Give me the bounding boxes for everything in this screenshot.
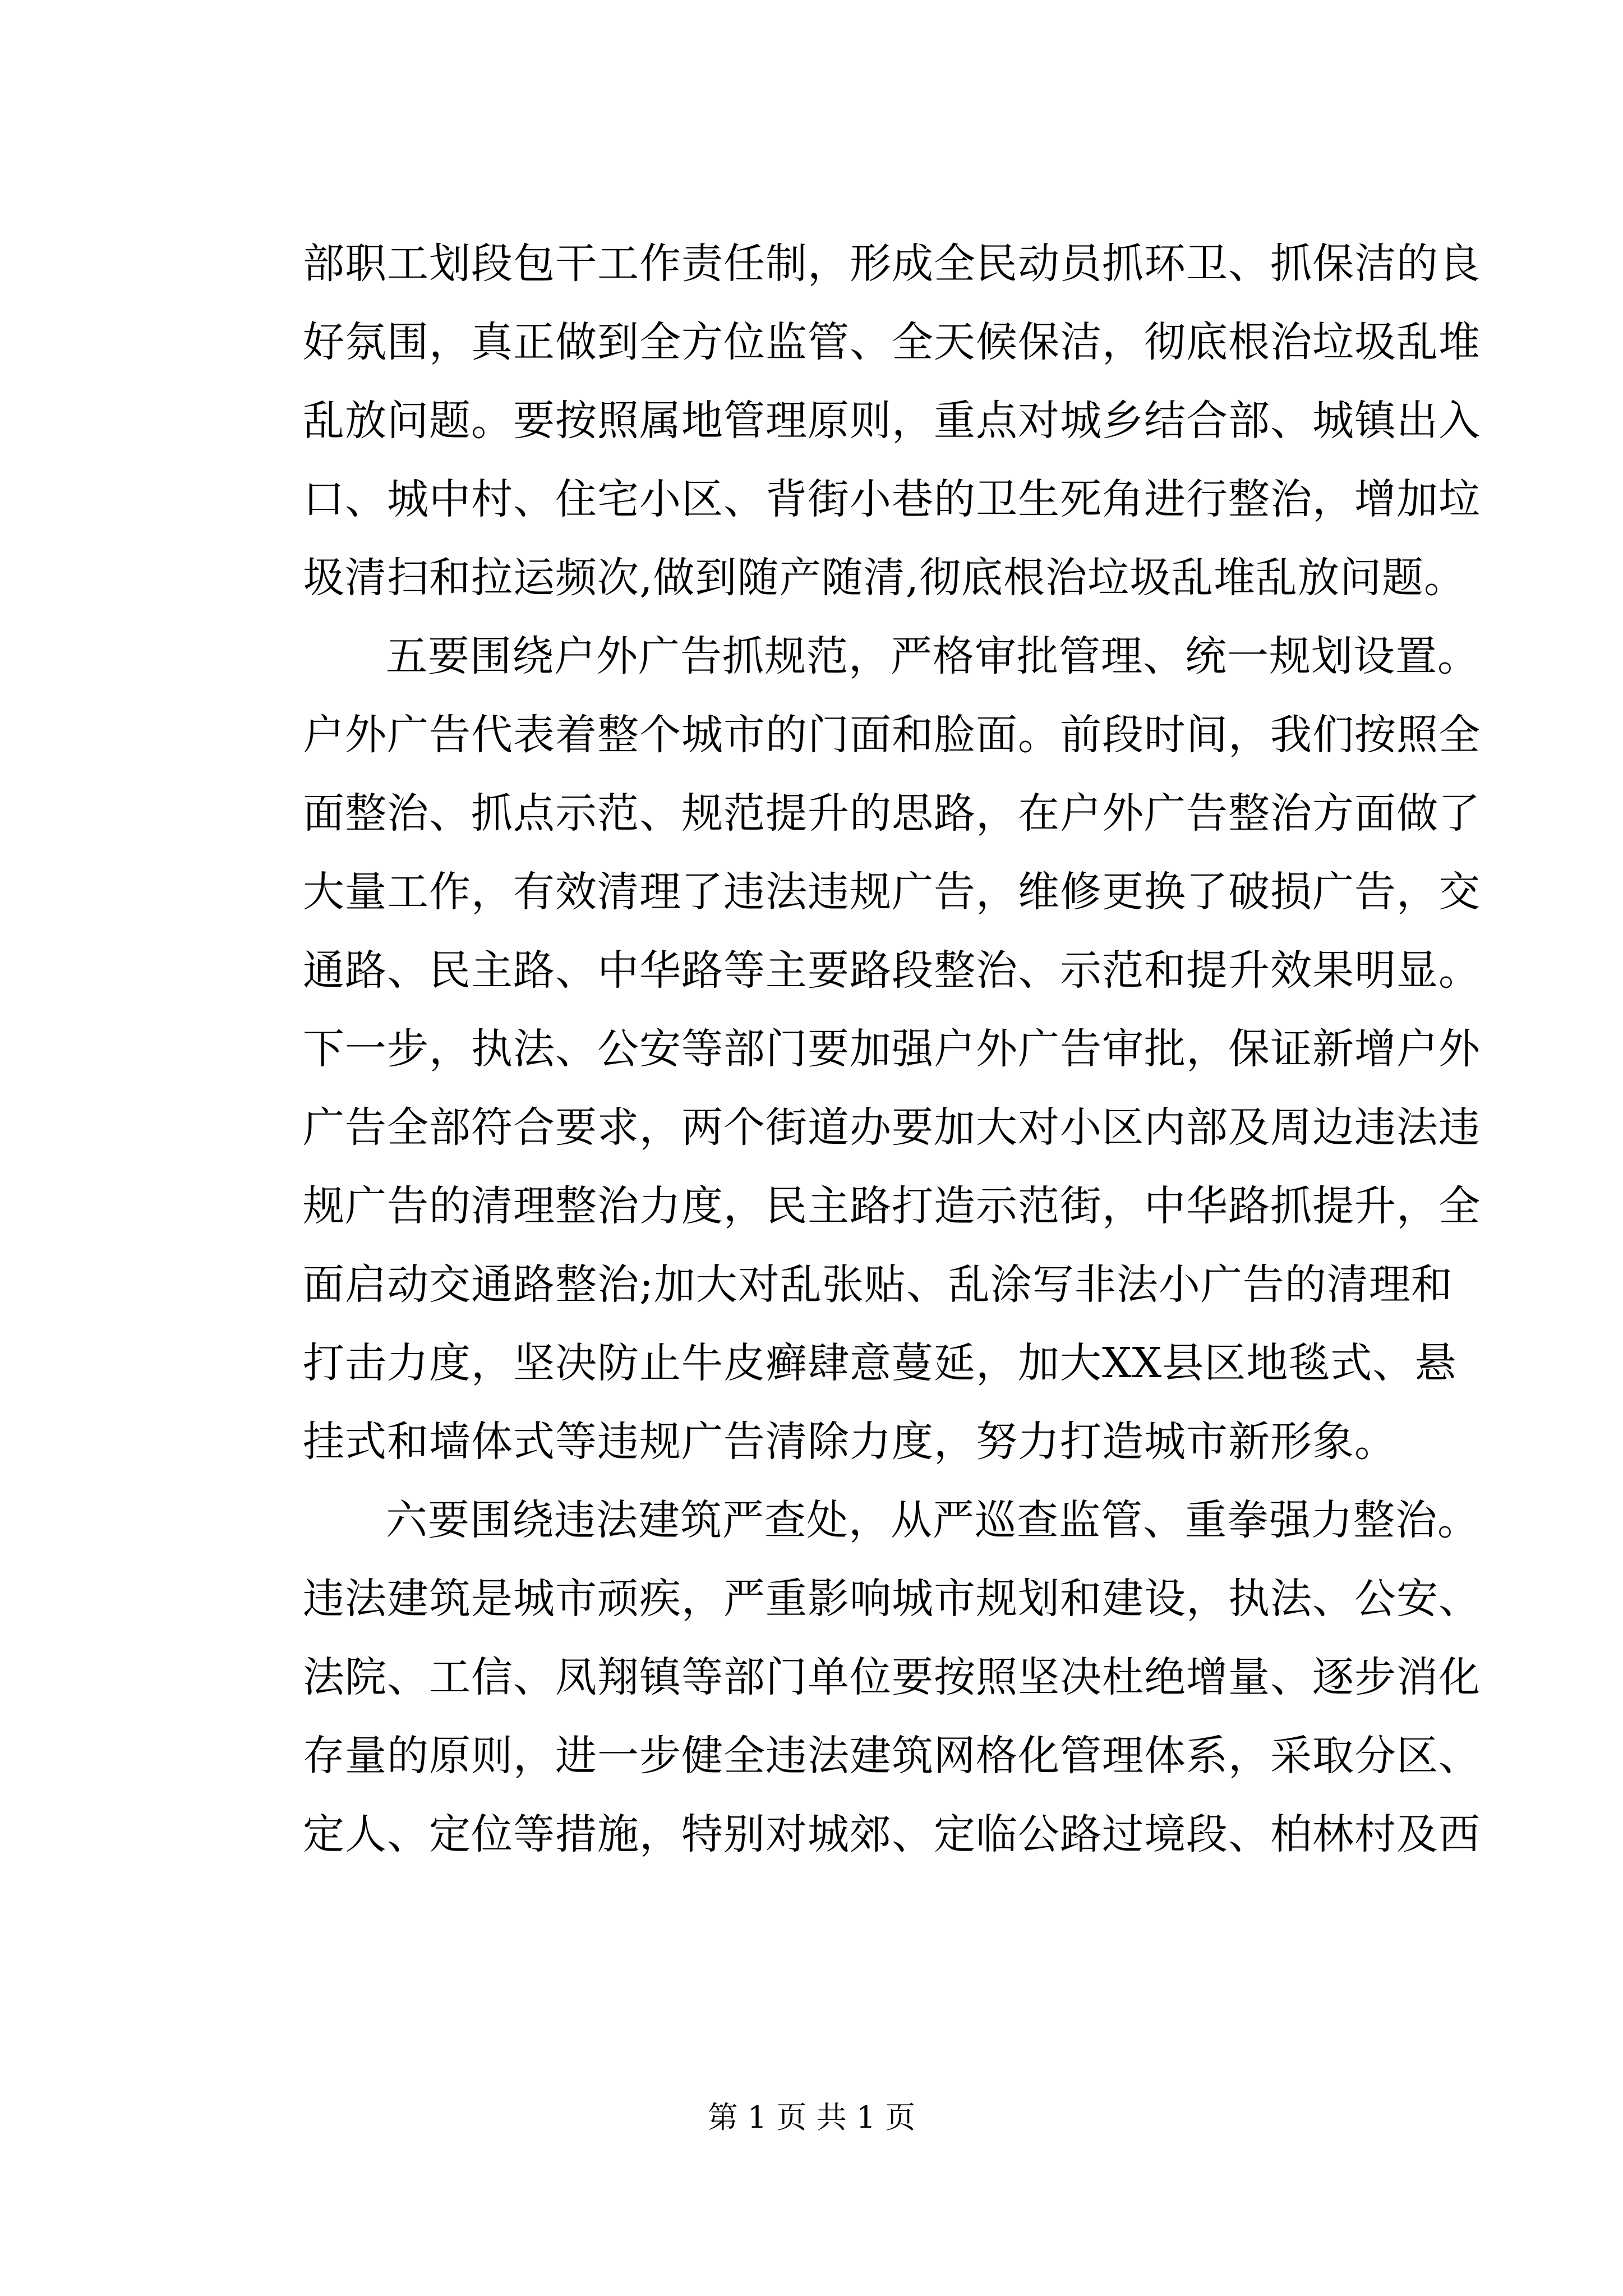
text-line: 违法建筑是城市顽疾，严重影响城市规划和建设，执法、公安、 — [303, 1575, 1481, 1623]
document-body — [303, 224, 1481, 1874]
text-line: 好氛围，真正做到全方位监管、全天候保洁，彻底根治垃圾乱堆 — [303, 318, 1481, 366]
paragraph-five-heading: 五要围绕户外广告抓规范，严格审批管理、统一规划设置。 — [386, 632, 1479, 680]
text-line: 定人、定位等措施，特别对城郊、定临公路过境段、柏林村及西 — [303, 1810, 1481, 1858]
text-line: 面整治、抓点示范、规范提升的思路，在户外广告整治方面做了 — [303, 789, 1481, 838]
text-line: 下一步，执法、公安等部门要加强户外广告审批，保证新增户外 — [303, 1025, 1481, 1073]
text-line: 面启动交通路整治;加大对乱张贴、乱涂写非法小广告的清理和 — [303, 1260, 1453, 1309]
text-line: 口、城中村、住宅小区、背街小巷的卫生死角进行整治，增加垃 — [303, 475, 1481, 523]
text-line: 广告全部符合要求，两个街道办要加大对小区内部及周边违法违 — [303, 1103, 1481, 1152]
paragraph-six-heading: 六要围绕违法建筑严查处，从严巡查监管、重拳强力整治。 — [386, 1496, 1479, 1544]
text-line: 部职工划段包干工作责任制，形成全民动员抓环卫、抓保洁的良 — [303, 240, 1481, 288]
text-line: 乱放问题。要按照属地管理原则，重点对城乡结合部、城镇出入 — [303, 397, 1481, 445]
text-line: 打击力度，坚决防止牛皮癣肆意蔓延，加大XX县区地毯式、悬 — [303, 1339, 1457, 1387]
text-line: 圾清扫和拉运频次,做到随产随清,彻底根治垃圾乱堆乱放问题。 — [303, 554, 1467, 602]
text-line: 法院、工信、凤翔镇等部门单位要按照坚决杜绝增量、逐步消化 — [303, 1653, 1481, 1701]
text-line: 户外广告代表着整个城市的门面和脸面。前段时间，我们按照全 — [303, 711, 1481, 759]
text-line: 存量的原则，进一步健全违法建筑网格化管理体系，采取分区、 — [303, 1732, 1481, 1780]
text-line: 大量工作，有效清理了违法违规广告，维修更换了破损广告，交 — [303, 868, 1481, 916]
text-line: 挂式和墙体式等违规广告清除力度，努力打造城市新形象。 — [303, 1418, 1396, 1466]
text-line: 规广告的清理整治力度，民主路打造示范街，中华路抓提升，全 — [303, 1182, 1481, 1230]
text-line: 通路、民主路、中华路等主要路段整治、示范和提升效果明显。 — [303, 946, 1481, 995]
page-number-footer: 第 1 页 共 1 页 — [707, 2100, 916, 2135]
